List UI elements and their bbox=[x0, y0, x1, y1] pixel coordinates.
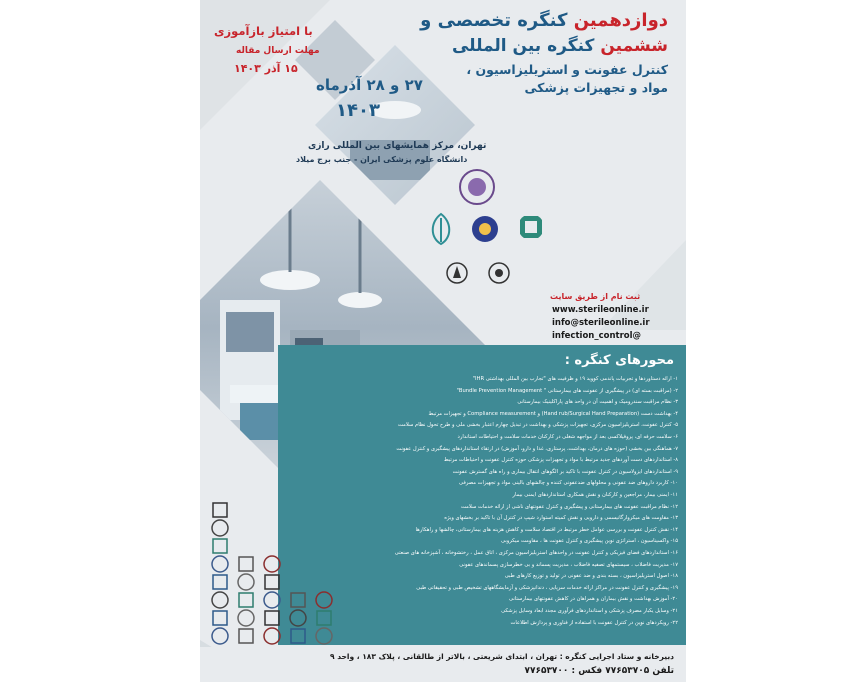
research-center-logo bbox=[262, 626, 282, 646]
topic-item: ۱۲- نظام مراقبت عفونت های بیمارستانی و پیشگیری و کنترل عفونتهای ناشی از ارائه خدمات سلامت bbox=[461, 503, 678, 510]
medical-association-logo bbox=[262, 590, 282, 610]
society-logo bbox=[210, 608, 230, 628]
topic-item: ۹- استانداردهای ایزولاسیون در کنترل عفونت با تاکید بر الگوهای انتقال بیماری و راه های گسترش عفونت bbox=[452, 468, 678, 475]
hospital-emblem-logo bbox=[236, 626, 256, 646]
topic-item: ۱۳- مقاومت های میکروارگانیسمی و دارویی و نقش کمیته استوارد شیپ در کنترل آن با تاکید بر بخشهای ویژه bbox=[444, 515, 678, 522]
congress-poster bbox=[200, 0, 686, 682]
venue-line2: دانشگاه علوم پزشکی ایران - جنب برج میلاد bbox=[296, 155, 468, 164]
topic-item: ۲۰- آموزش بهداشت و نقش بیماران و همراهان در کاهش عفونتهای بیمارستانی bbox=[509, 596, 678, 603]
hospital-logo-2 bbox=[488, 262, 510, 284]
hospital-logo-1 bbox=[446, 262, 468, 284]
deadline-date: ۱۵ آذر ۱۴۰۳ bbox=[234, 62, 298, 75]
topic-item: ۴- بهداشت دست (Hand rub/Surgical Hand Preparation) و Compliance measurement و تجهیزات مرتبط bbox=[428, 410, 678, 417]
deadline-label: مهلت ارسال مقاله bbox=[236, 46, 320, 56]
topic-item: ۱۵- واکسیناسیون ، استراتژی نوین پیشگیری و کنترل عفونت ها ، مقاومت میکروبی bbox=[501, 538, 678, 545]
email-link[interactable]: info@sterileonline.ir bbox=[552, 318, 650, 328]
company-logo bbox=[314, 626, 334, 646]
congress-subtitle-line2: مواد و تجهیزات پزشکی bbox=[524, 80, 668, 95]
cme-credit-label: با امتیاز بازآموزی bbox=[214, 24, 313, 38]
ministry-logo bbox=[210, 590, 230, 610]
national-emblem-logo bbox=[210, 500, 230, 520]
health-org-logo bbox=[236, 590, 256, 610]
topic-item: ۱۱- ایمنی بیمار، مراجعین و کارکنان و نقش همکاری استانداردهای ایمنی بیمار bbox=[512, 492, 678, 498]
topic-item: ۱۰- کاربرد داروهای ضد عفونی و محلولهای ضدعفونی کننده و چالشهای بالینی مواد و تجهیزات مصرفی bbox=[459, 480, 678, 487]
topics-heading: محورهای کنگره : bbox=[564, 353, 674, 368]
ministry-logo bbox=[288, 608, 308, 628]
topic-item: ۲۱- وسایل یکبار مصرف پزشکی و استانداردهای فرآوری مجدد ابعاد وسایل پزشکی bbox=[501, 608, 678, 614]
topic-item: ۵- کنترل عفونت، استریلیزاسیون مرکزی، تجهیزات پزشکی و بهداشت در تبدیل چهارم اعتبار بخشی ملی و طرح تحول نظام سلامت bbox=[398, 422, 678, 429]
congress-subtitle-line1: کنترل عفونت و استریلیزاسیون ، bbox=[466, 62, 668, 77]
national-emblem-logo bbox=[262, 572, 282, 592]
topic-item: ۲- (مراقبت بسته ای) در پیشگیری از عفونت های بیمارستانی " Bundle Prevention Management" bbox=[456, 387, 678, 394]
research-center-logo bbox=[262, 554, 282, 574]
company-logo bbox=[236, 572, 256, 592]
phone-fax: تلفن ۷۷۶۵۳۷۰۵ فکس : ۷۷۶۵۳۷۰۰ bbox=[524, 666, 674, 676]
event-year: ۱۴۰۳ bbox=[336, 100, 380, 121]
medical-association-logo bbox=[210, 554, 230, 574]
society-logo bbox=[210, 572, 230, 592]
topic-item: ۸- استانداردهای دست آوردهای جدید مرتبط با مواد و تجهیزات پزشکی حوزه کنترل عفونت و احتیاطات مرتبط bbox=[443, 457, 678, 464]
topic-item: ۱۹- پیشگیری و کنترل عفونت در مراکز ارائه خدمات سرپایی ، دندانپزشکی و آزمایشگاههای تشخیص طبی و تحقیقاتی طبی bbox=[416, 584, 678, 591]
venue-line1: تهران، مرکز همایشهای بین المللی رازی bbox=[308, 141, 487, 151]
hospital-emblem-logo bbox=[288, 590, 308, 610]
health-org-logo bbox=[314, 608, 334, 628]
topic-item: ۱۷- مدیریت فاضلاب ، سیستمهای تصفیه فاضلاب ، مدیریت پسماند و بی خطرسازی پسماندهای عفونی bbox=[459, 561, 678, 568]
society-logo bbox=[288, 626, 308, 646]
national-emblem-logo bbox=[262, 608, 282, 628]
hospital-emblem-logo bbox=[236, 554, 256, 574]
topic-item: ۱۸- اصول استریلیزاسیون ، بسته بندی و ضد عفونی در تولید و توزیع کارهای طبی bbox=[504, 573, 678, 580]
university-seal-logo bbox=[458, 168, 496, 206]
topic-item: ۱۶- استانداردهای فضای فیزیکی و کنترل عفونت در واحدهای استریلیزاسیون مرکزی ، اتاق عمل ، رختشوخانه ، آشپزخانه های صنعتی bbox=[394, 550, 678, 556]
medical-association-logo bbox=[210, 626, 230, 646]
topic-item: ۲۲- رویکردهای نوین در کنترل عفونت با استفاده از فناوری و پردازش اطلاعات bbox=[510, 619, 678, 626]
secretariat-address: دبیرخانه و ستاد اجرایی کنگره : تهران ، ابتدای شریعتی ، بالاتر از طالقانی ، پلاک ۱۸۳ ، واحد ۹ bbox=[330, 652, 674, 661]
congress-topics-panel bbox=[278, 345, 686, 645]
congress-title-line1: دوازدهمین کنگره تخصصی و bbox=[420, 10, 668, 31]
topic-item: ۱- ارائه دستاوردها و تجربیات پاندمی کووید ۱۹ و ظرفیت های "تجارب بین المللی بهداشتی IHR" bbox=[472, 376, 678, 382]
topic-item: ۶- سلامت حرفه ای، پروفیلاکسی بعد از مواجهه شغلی در کارکنان خدمات سلامت و احتیاطات استاندارد bbox=[457, 434, 678, 440]
infection-control-society-logo bbox=[518, 214, 544, 240]
topic-item: ۱۴- نقش کنترل عفونت و بررسی عوامل خطر مرتبط در اقتصاد سلامت و کاهش هزینه های بیمارستانی، چالشها و راهکارها bbox=[415, 526, 678, 533]
health-org-logo bbox=[210, 536, 230, 556]
research-center-logo bbox=[314, 590, 334, 610]
topic-item: ۳- نظام مراقبت سندرومیک و اهمیت آن در واحد های پاراکلینیک بیمارستانی bbox=[517, 399, 678, 406]
company-logo bbox=[236, 608, 256, 628]
event-dates: ۲۷ و ۲۸ آذرماه bbox=[316, 76, 423, 94]
footer bbox=[200, 647, 686, 682]
topic-item: ۷- هماهنگی بین بخشی (حوزه های درمان، بهداشت، پرستاری، غذا و دارو، آموزش) در ارتقاء استانداردهای پیشگیری و کنترل عفونت bbox=[396, 445, 678, 452]
instagram-handle[interactable]: infection_control@ bbox=[552, 331, 642, 341]
congress-title-line2: ششمین کنگره بین المللی bbox=[451, 36, 668, 56]
ministry-logo bbox=[210, 518, 230, 538]
registration-label: ثبت نام از طریق سایت bbox=[550, 292, 641, 301]
medical-society-logo bbox=[426, 212, 456, 246]
association-emblem-logo bbox=[470, 214, 500, 244]
website-link[interactable]: www.sterileonline.ir bbox=[552, 305, 649, 315]
